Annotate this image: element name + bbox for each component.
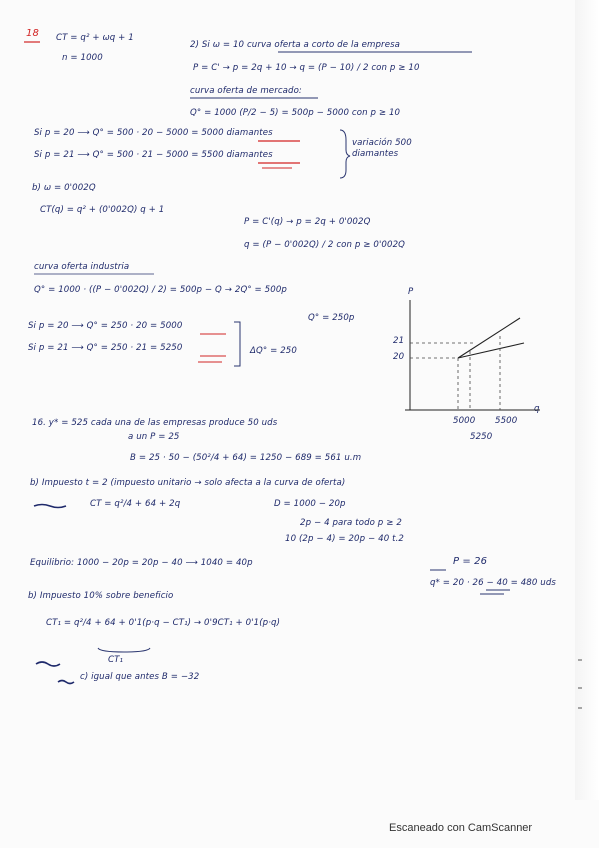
- graph-x-label: q: [534, 404, 540, 414]
- ct1-label: CT₁: [108, 655, 123, 665]
- graph-tick-5250: 5250: [470, 432, 493, 442]
- problem-18-marker: 18: [26, 28, 39, 39]
- case-b-p20: Si p = 20 ⟶ Q° = 250 · 20 = 5000: [28, 321, 183, 331]
- market-supply-tax: 10 (2p − 4) = 20p − 40 t.2: [285, 534, 404, 544]
- profit-tax-heading: b) Impuesto 10% sobre beneficio: [28, 591, 174, 601]
- equilibrium-equation: Equilibrio: 1000 − 20p = 20p − 40 ⟶ 1040 = 40p: [30, 558, 253, 568]
- cost-profit-tax: CT₁ = q²/4 + 64 + 0'1(p·q − CT₁) → 0'9CT₁ + 0'1(p·q): [46, 618, 281, 628]
- scanner-watermark: Escaneado con CamScanner: [389, 822, 533, 834]
- cost-function-b: CT(q) = q² + (0'002Q) q + 1: [40, 205, 165, 215]
- n-firms: n = 1000: [62, 53, 103, 63]
- cost-function: CT = q² + ωq + 1: [56, 33, 134, 43]
- case-b-p21: Si p = 21 ⟶ Q° = 250 · 21 = 5250: [28, 343, 183, 353]
- graph-tick-5500: 5500: [495, 416, 518, 426]
- delta-q: ΔQ° = 250: [250, 346, 297, 356]
- graph-tick-21: 21: [393, 336, 405, 346]
- short-run-supply-heading: 2) Si ω = 10 curva oferta a corto de la empresa: [190, 40, 401, 50]
- graph-tick-20: 20: [393, 352, 405, 362]
- profit-calculation: B = 25 · 50 − (50²/4 + 64) = 1250 − 689 = 561 u.m: [130, 453, 362, 463]
- supply-q-b: q = (P − 0'002Q) / 2 con p ≥ 0'002Q: [244, 240, 406, 250]
- problem-16-price: a un P = 25: [128, 432, 180, 442]
- part-c-answer: c) igual que antes B = −32: [80, 672, 200, 682]
- graph-y-label: P: [408, 287, 414, 297]
- cost-with-tax: CT = q²/4 + 64 + 2q: [90, 499, 181, 509]
- equilibrium-price: P = 26: [453, 556, 488, 567]
- demand-function: D = 1000 − 20p: [274, 499, 346, 509]
- equilibrium-quantity: q* = 20 · 26 − 40 = 480 uds: [430, 578, 556, 588]
- case-p21: Si p = 21 ⟶ Q° = 500 · 21 − 5000 = 5500 diamantes: [34, 150, 273, 160]
- supply-derivation: P = C' → p = 2q + 10 → q = (P − 10) / 2 con p ≥ 10: [193, 63, 420, 73]
- supply-derivation-b: P = C'(q) → p = 2q + 0'002Q: [244, 217, 371, 227]
- market-supply-equation: Q° = 1000 (P/2 − 5) = 500p − 5000 con p ≥ 10: [190, 108, 401, 118]
- case-p20: Si p = 20 ⟶ Q° = 500 · 20 − 5000 = 5000 diamantes: [34, 128, 273, 138]
- industry-supply-heading: curva oferta industria: [34, 262, 130, 272]
- market-supply-heading: curva oferta de mercado:: [190, 86, 302, 96]
- part-b-heading: b) ω = 0'002Q: [32, 183, 96, 193]
- tax-heading: b) Impuesto t = 2 (impuesto unitario → solo afecta a la curva de oferta): [30, 478, 346, 488]
- industry-supply-equation: Q° = 1000 · ((P − 0'002Q) / 2) = 500p − Q → 2Q° = 500p: [34, 285, 287, 295]
- problem-16-heading: 16. y* = 525 cada una de las empresas produce 50 uds: [32, 418, 278, 428]
- variation-note: variación 500 diamantes: [352, 138, 412, 159]
- industry-supply-result: Q° = 250p: [308, 313, 355, 323]
- paper-edge: [575, 0, 599, 800]
- individual-supply: 2p − 4 para todo p ≥ 2: [300, 518, 402, 528]
- graph-tick-5000: 5000: [453, 416, 476, 426]
